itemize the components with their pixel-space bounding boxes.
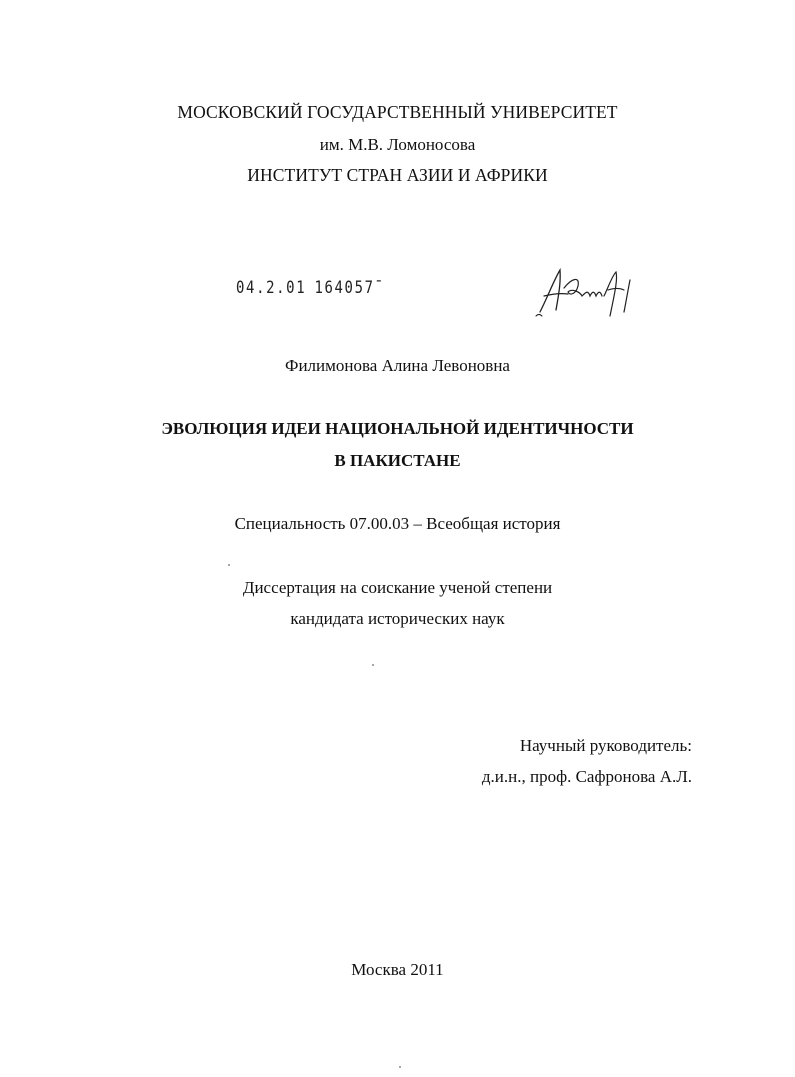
scan-speck	[372, 664, 374, 666]
supervisor-label: Научный руководитель:	[519, 736, 692, 755]
supervisor-name: д.и.н., проф. Сафронова А.Л.	[481, 767, 692, 786]
dissertation-title-line1: ЭВОЛЮЦИЯ ИДЕИ НАЦИОНАЛЬНОЙ ИДЕНТИЧНОСТИ	[161, 419, 634, 438]
author-name: Филимонова Алина Левоновна	[285, 356, 510, 375]
inventory-stamp	[236, 278, 385, 298]
university-named-after: им. М.В. Ломоносова	[319, 135, 476, 154]
scan-speck	[228, 564, 230, 566]
stamp-dash: ¯	[374, 278, 385, 298]
scan-speck	[399, 1066, 401, 1068]
university-name: МОСКОВСКИЙ ГОСУДАРСТВЕННЫЙ УНИВЕРСИТЕТ	[177, 102, 618, 122]
dissertation-title-line2: В ПАКИСТАНЕ	[334, 451, 461, 470]
degree-line2: кандидата исторических наук	[290, 609, 505, 628]
stamp-date-code: 04.2.01	[236, 278, 307, 298]
institute-name: ИНСТИТУТ СТРАН АЗИИ И АФРИКИ	[247, 165, 548, 185]
stamp-number: 164057	[314, 278, 375, 298]
handwritten-signature	[534, 266, 644, 322]
degree-line1: Диссертация на соискание ученой степени	[242, 578, 553, 597]
specialty: Специальность 07.00.03 – Всеобщая история	[234, 514, 561, 533]
city-year: Москва 2011	[351, 960, 444, 979]
